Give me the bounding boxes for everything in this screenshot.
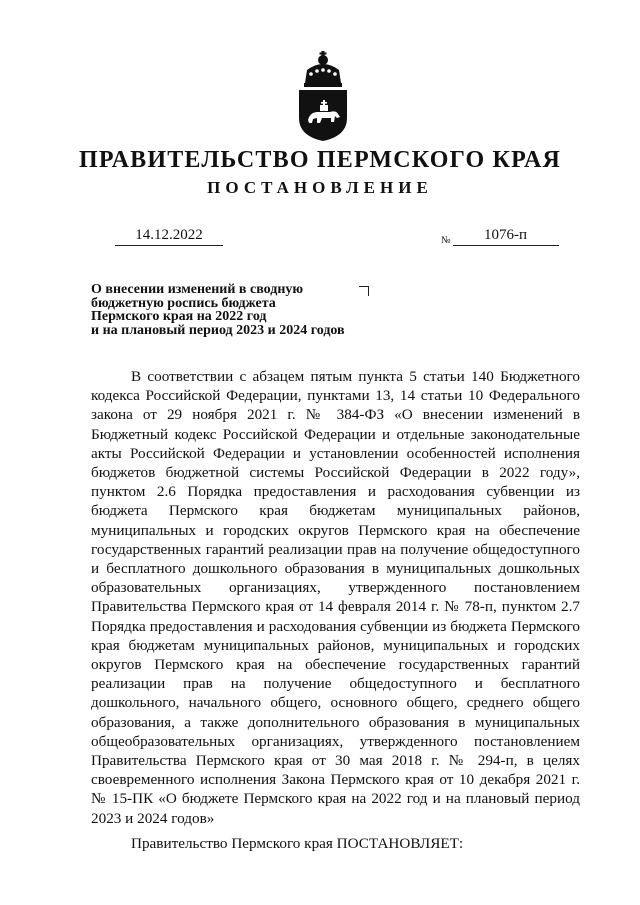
document-date: 14.12.2022: [115, 225, 223, 246]
coat-of-arms-icon: [296, 50, 350, 142]
document-subject: [91, 283, 391, 337]
subject-corner-mark: [359, 286, 369, 296]
subject-line: О внесении изменений в сводную: [91, 282, 304, 297]
document-type: ПОСТАНОВЛЕНИЕ: [207, 178, 433, 197]
organization-title: ПРАВИТЕЛЬСТВО ПЕРМСКОГО КРАЯ: [78, 147, 562, 173]
subject-line: и на плановый период 2023 и 2024 годов: [91, 322, 345, 338]
number-sign: №: [441, 235, 451, 246]
document-number-block: [441, 225, 559, 247]
subject-line: Пермского края на 2022 год: [91, 309, 267, 324]
resolution-clause: Правительство Пермского края ПОСТАНОВЛЯЕТ:: [131, 835, 464, 852]
subject-line: бюджетную роспись бюджета: [91, 295, 276, 311]
document-number: 1076-п: [453, 225, 559, 246]
preamble-paragraph: В соответствии с абзацем пятым пункта 5 статьи 140 Бюджетного кодекса Российской Федерации, пунктами 13, 14 статьи 10 Федерального закона от 29 ноября 2021 г. № 384-ФЗ «О внесении изменений в Бюджетный кодекс Российской Федерации и отдельные законодательные акты Российской Федерации и установлении особенностей исполнения бюджетов бюджетной системы Российской Федерации в 2022 году», пунктом 2.6 Порядка предоставления и расходования субвенции из бюджета Пермского края бюджетам муниципальных районов, муниципальных и городских округов Пермского края на обеспечение государственных гарантий реализации прав на получение общедоступного и бесплатного дошкольного образования в муниципальных дошкольных образовательных организациях, утвержденного постановлением Правительства Пермского края от 14 февраля 2014 г. № 78-п, пунктом 2.7 Порядка предоставления и расходования субвенции из бюджета Пермского края бюджетам муниципальных районов, муниципальных и городских округов Пермского края на обеспечение государственных гарантий реализации прав на получение общедоступного и бесплатного дошкольного, начального общего, основного общего, среднего общего образования, а также дополнительного образования в муниципальных общеобразовательных организациях, утвержденного постановлением Правительства Пермского края от 30 мая 2018 г. № 294-п, в целях своевременного исполнения Закона Пермского края от 10 декабря 2021 г. № 15-ПК «О бюджете Пермского края на 2022 год и на плановый период 2023 и 2024 годов»: [91, 368, 580, 827]
